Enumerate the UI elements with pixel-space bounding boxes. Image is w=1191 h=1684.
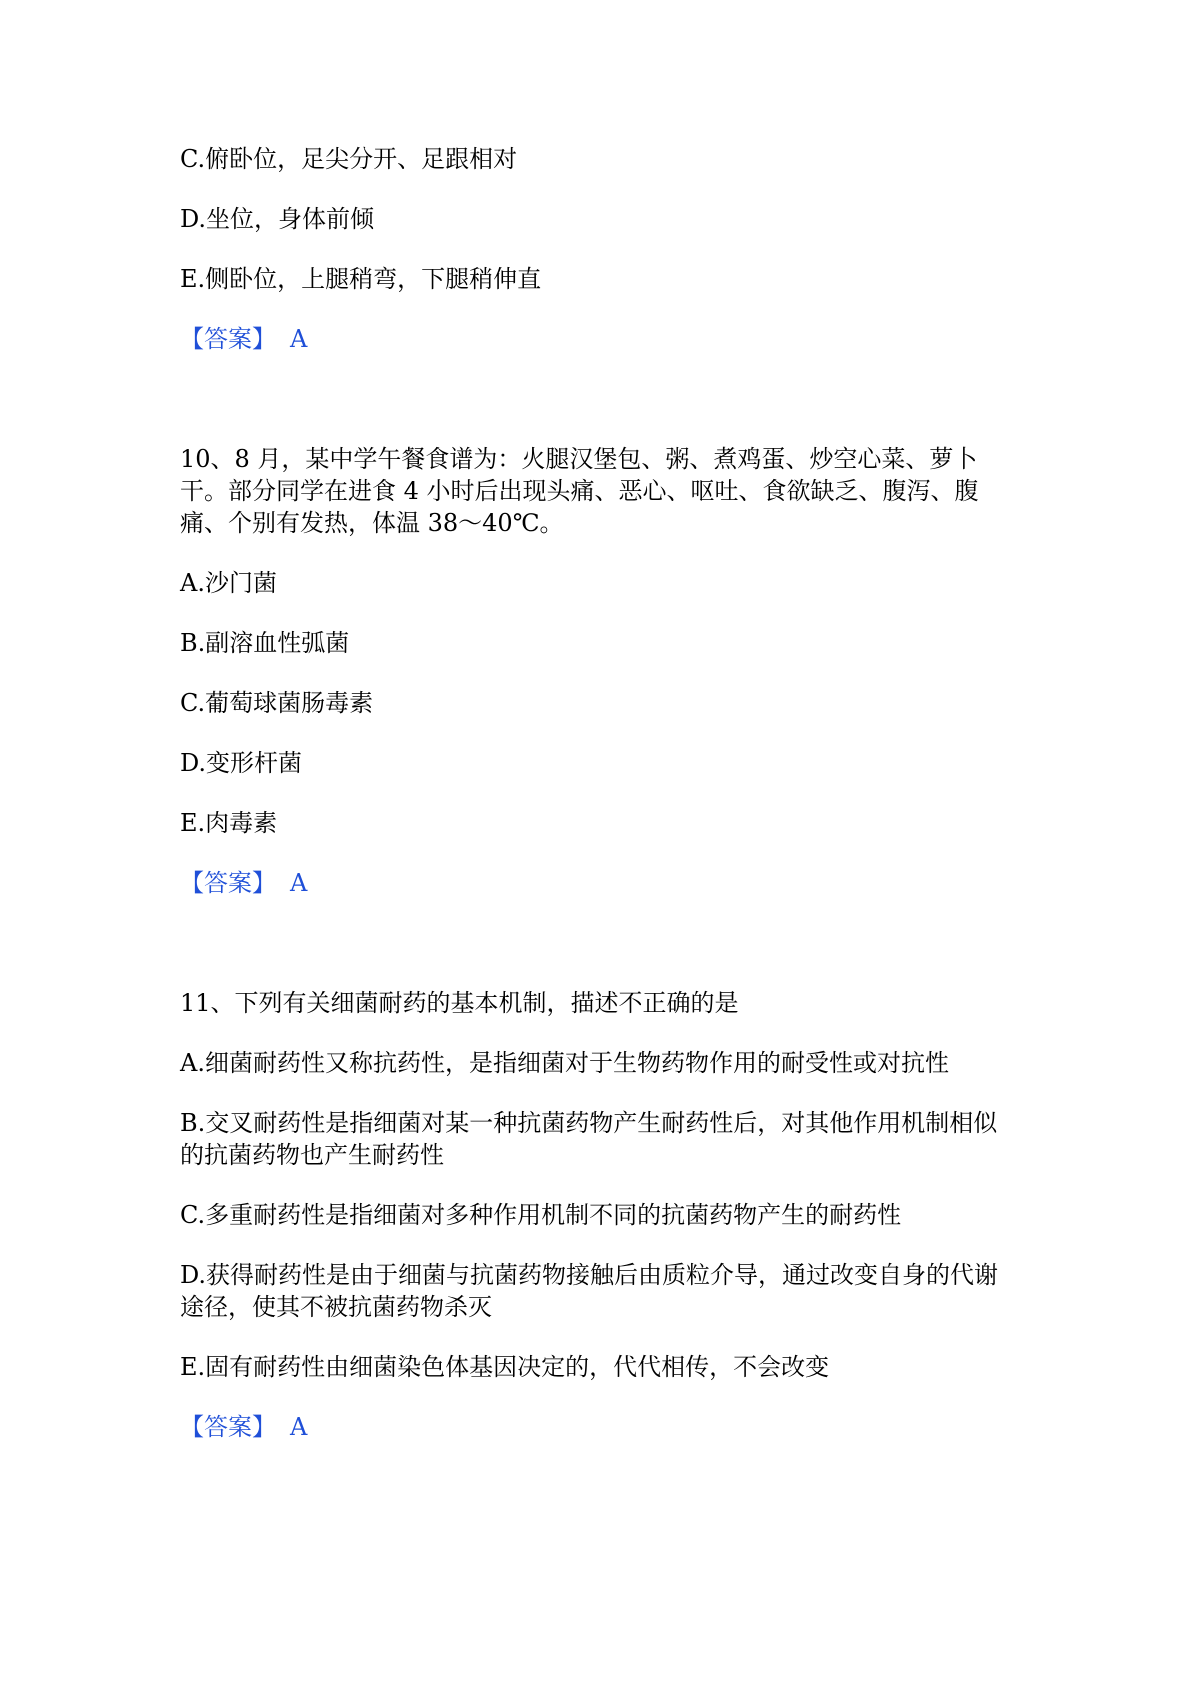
q10-option-b: B.副溶血性弧菌 xyxy=(180,629,350,657)
q9-option-d: D.坐位，身体前倾 xyxy=(180,205,375,233)
q10-stem-line-3: 痛、个别有发热，体温 38～40℃。 xyxy=(180,509,564,537)
q11-answer xyxy=(180,1411,1020,1443)
q11-option-b-line-1: B.交叉耐药性是指细菌对某一种抗菌药物产生耐药性后，对其他作用机制相似 xyxy=(180,1109,998,1137)
answer-value: A xyxy=(290,869,308,897)
q10-stem-line-1: 10、8 月，某中学午餐食谱为：火腿汉堡包、粥、煮鸡蛋、炒空心菜、萝卜 xyxy=(180,445,978,473)
q10-option-a: A.沙门菌 xyxy=(180,569,277,597)
q11-option-e: E.固有耐药性由细菌染色体基因决定的，代代相传，不会改变 xyxy=(180,1353,830,1381)
q9-option-e: E.侧卧位，上腿稍弯，下腿稍伸直 xyxy=(180,265,542,293)
q9-option-c: C.俯卧位，足尖分开、足跟相对 xyxy=(180,145,518,173)
answer-label: 【答案】 xyxy=(180,1413,276,1441)
q11-option-c: C.多重耐药性是指细菌对多种作用机制不同的抗菌药物产生的耐药性 xyxy=(180,1201,902,1229)
q11-option-b-line-2: 的抗菌药物也产生耐药性 xyxy=(180,1141,444,1169)
answer-value: A xyxy=(290,325,308,353)
q11-stem: 11、下列有关细菌耐药的基本机制，描述不正确的是 xyxy=(180,989,739,1017)
q11-option-d-line-2: 途径，使其不被抗菌药物杀灭 xyxy=(180,1293,492,1321)
answer-value: A xyxy=(290,1413,308,1441)
q11-option-d-line-1: D.获得耐药性是由于细菌与抗菌药物接触后由质粒介导，通过改变自身的代谢 xyxy=(180,1261,999,1289)
q10-stem-line-2: 干。部分同学在进食 4 小时后出现头痛、恶心、呕吐、食欲缺乏、腹泻、腹 xyxy=(180,477,979,505)
q10-option-e: E.肉毒素 xyxy=(180,809,278,837)
answer-label: 【答案】 xyxy=(180,869,276,897)
answer-label: 【答案】 xyxy=(180,325,276,353)
q9-answer xyxy=(180,323,1020,355)
q10-option-c: C.葡萄球菌肠毒素 xyxy=(180,689,374,717)
q10-answer xyxy=(180,867,1020,899)
q11-option-a: A.细菌耐药性又称抗药性，是指细菌对于生物药物作用的耐受性或对抗性 xyxy=(180,1049,949,1077)
q10-option-d: D.变形杆菌 xyxy=(180,749,303,777)
